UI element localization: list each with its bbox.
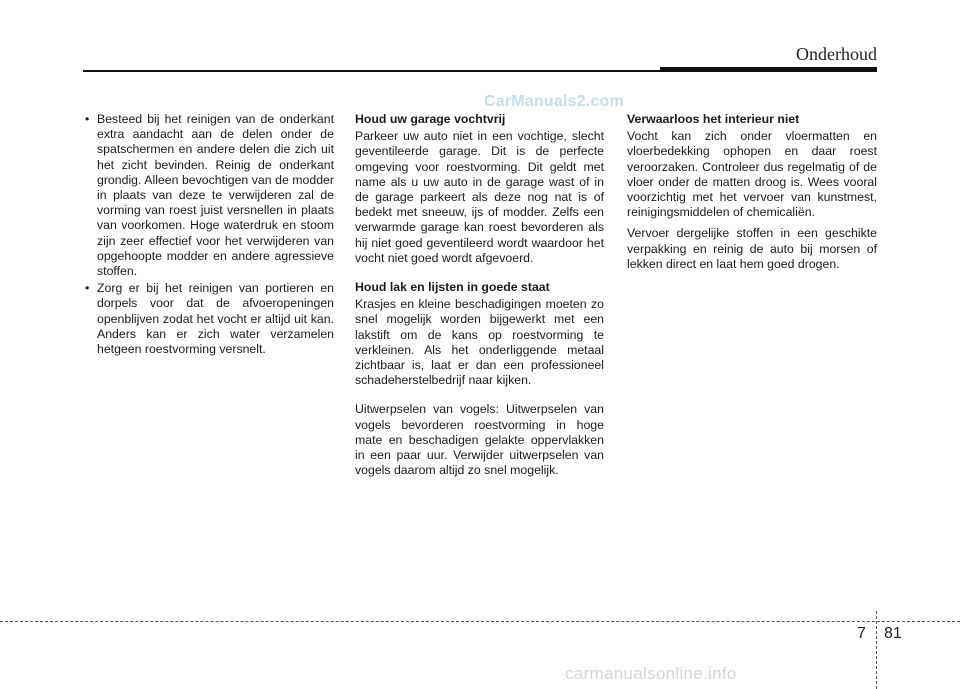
column-2 <box>355 112 604 478</box>
footer-page-separator <box>876 611 877 689</box>
chapter-number: 7 <box>857 625 866 642</box>
page-number: 81 <box>884 625 902 642</box>
bullet-underbody-cleaning: • Besteed bij het reinigen van de onderkant extra aandacht aan de delen onder de spatschermen en andere delen die zich uit het zicht bevinden. Reinig de onderkant grondig. Alleen bevochtigen van de modder in plaats van deze te verwijderen zal de vorming van roest juist versnellen in plaats van voorkomen. Hoge waterdruk en stoom zijn zeer effectief voor het verwijderen van opgehoopte modder en andere agressieve stoffen. <box>83 112 334 279</box>
heading-paint: Houd lak en lijsten in goede staat <box>355 280 550 295</box>
heading-garage: Houd uw garage vochtvrij <box>355 112 506 126</box>
section-title: Onderhoud <box>796 44 877 64</box>
paragraph-paint: Krasjes en kleine beschadigingen moeten zo snel mogelijk worden bijgewerkt met een lakstift om de kans op roestvorming te verkleinen. Als het onderliggende metaal zichtbaar is, laat er dan een professioneel schadeherstelbedrijf naar kijken. <box>355 297 604 388</box>
footer-divider <box>0 621 960 622</box>
bullet-drain-holes: • Zorg er bij het reinigen van portieren en dorpels voor dat de afvoeropeningen openblijven zodat het vocht er altijd uit kan. Anders kan er zich water verzamelen hetgeen roestvorming versnelt. <box>83 281 334 357</box>
column-3 <box>627 112 877 272</box>
paragraph-garage: Parkeer uw auto niet in een vochtige, slecht geventileerde garage. Dit is de perfecte omgeving voor roestvorming. Dit geldt met name als u uw auto in de garage wast of in de garage parkeert als deze nog nat is of bedekt met sneeuw, ijs of modder. Zelfs een verwarmde garage kan roest bevorderen als hij niet goed geventileerd wordt waardoor het vocht niet goed wordt afgevoerd. <box>355 129 604 265</box>
column-1 <box>83 112 334 359</box>
paragraph-interior-transport: Vervoer dergelijke stoffen in een geschikte verpakking en reinig de auto bij morsen of lekken direct en laat hem goed drogen. <box>627 226 877 271</box>
watermark-top[interactable]: CarManuals2.com <box>484 93 624 110</box>
heading-interior: Verwaarloos het interieur niet <box>627 112 800 126</box>
paragraph-bird-droppings: Uitwerpselen van vogels: Uitwerpselen van vogels bevorderen roestvorming in hoge mate en beschadigen gelakte oppervlakken in een paar uur. Verwijder uitwerpselen van vogels daarom altijd zo snel mogelijk. <box>355 402 604 478</box>
header-rule-thick <box>660 67 877 72</box>
paragraph-interior-moisture: Vocht kan zich onder vloermatten en vloerbedekking ophopen en daar roest veroorzaken. Controleer dus regelmatig of de vloer onder de matten droog is. Wees vooral voorzichtig met het vervoer van kunstmest, reinigingsmiddelen of chemicaliën. <box>627 129 877 220</box>
header-rule-thin <box>83 70 663 72</box>
watermark-bottom[interactable]: carmanualsonline.info <box>565 664 737 683</box>
